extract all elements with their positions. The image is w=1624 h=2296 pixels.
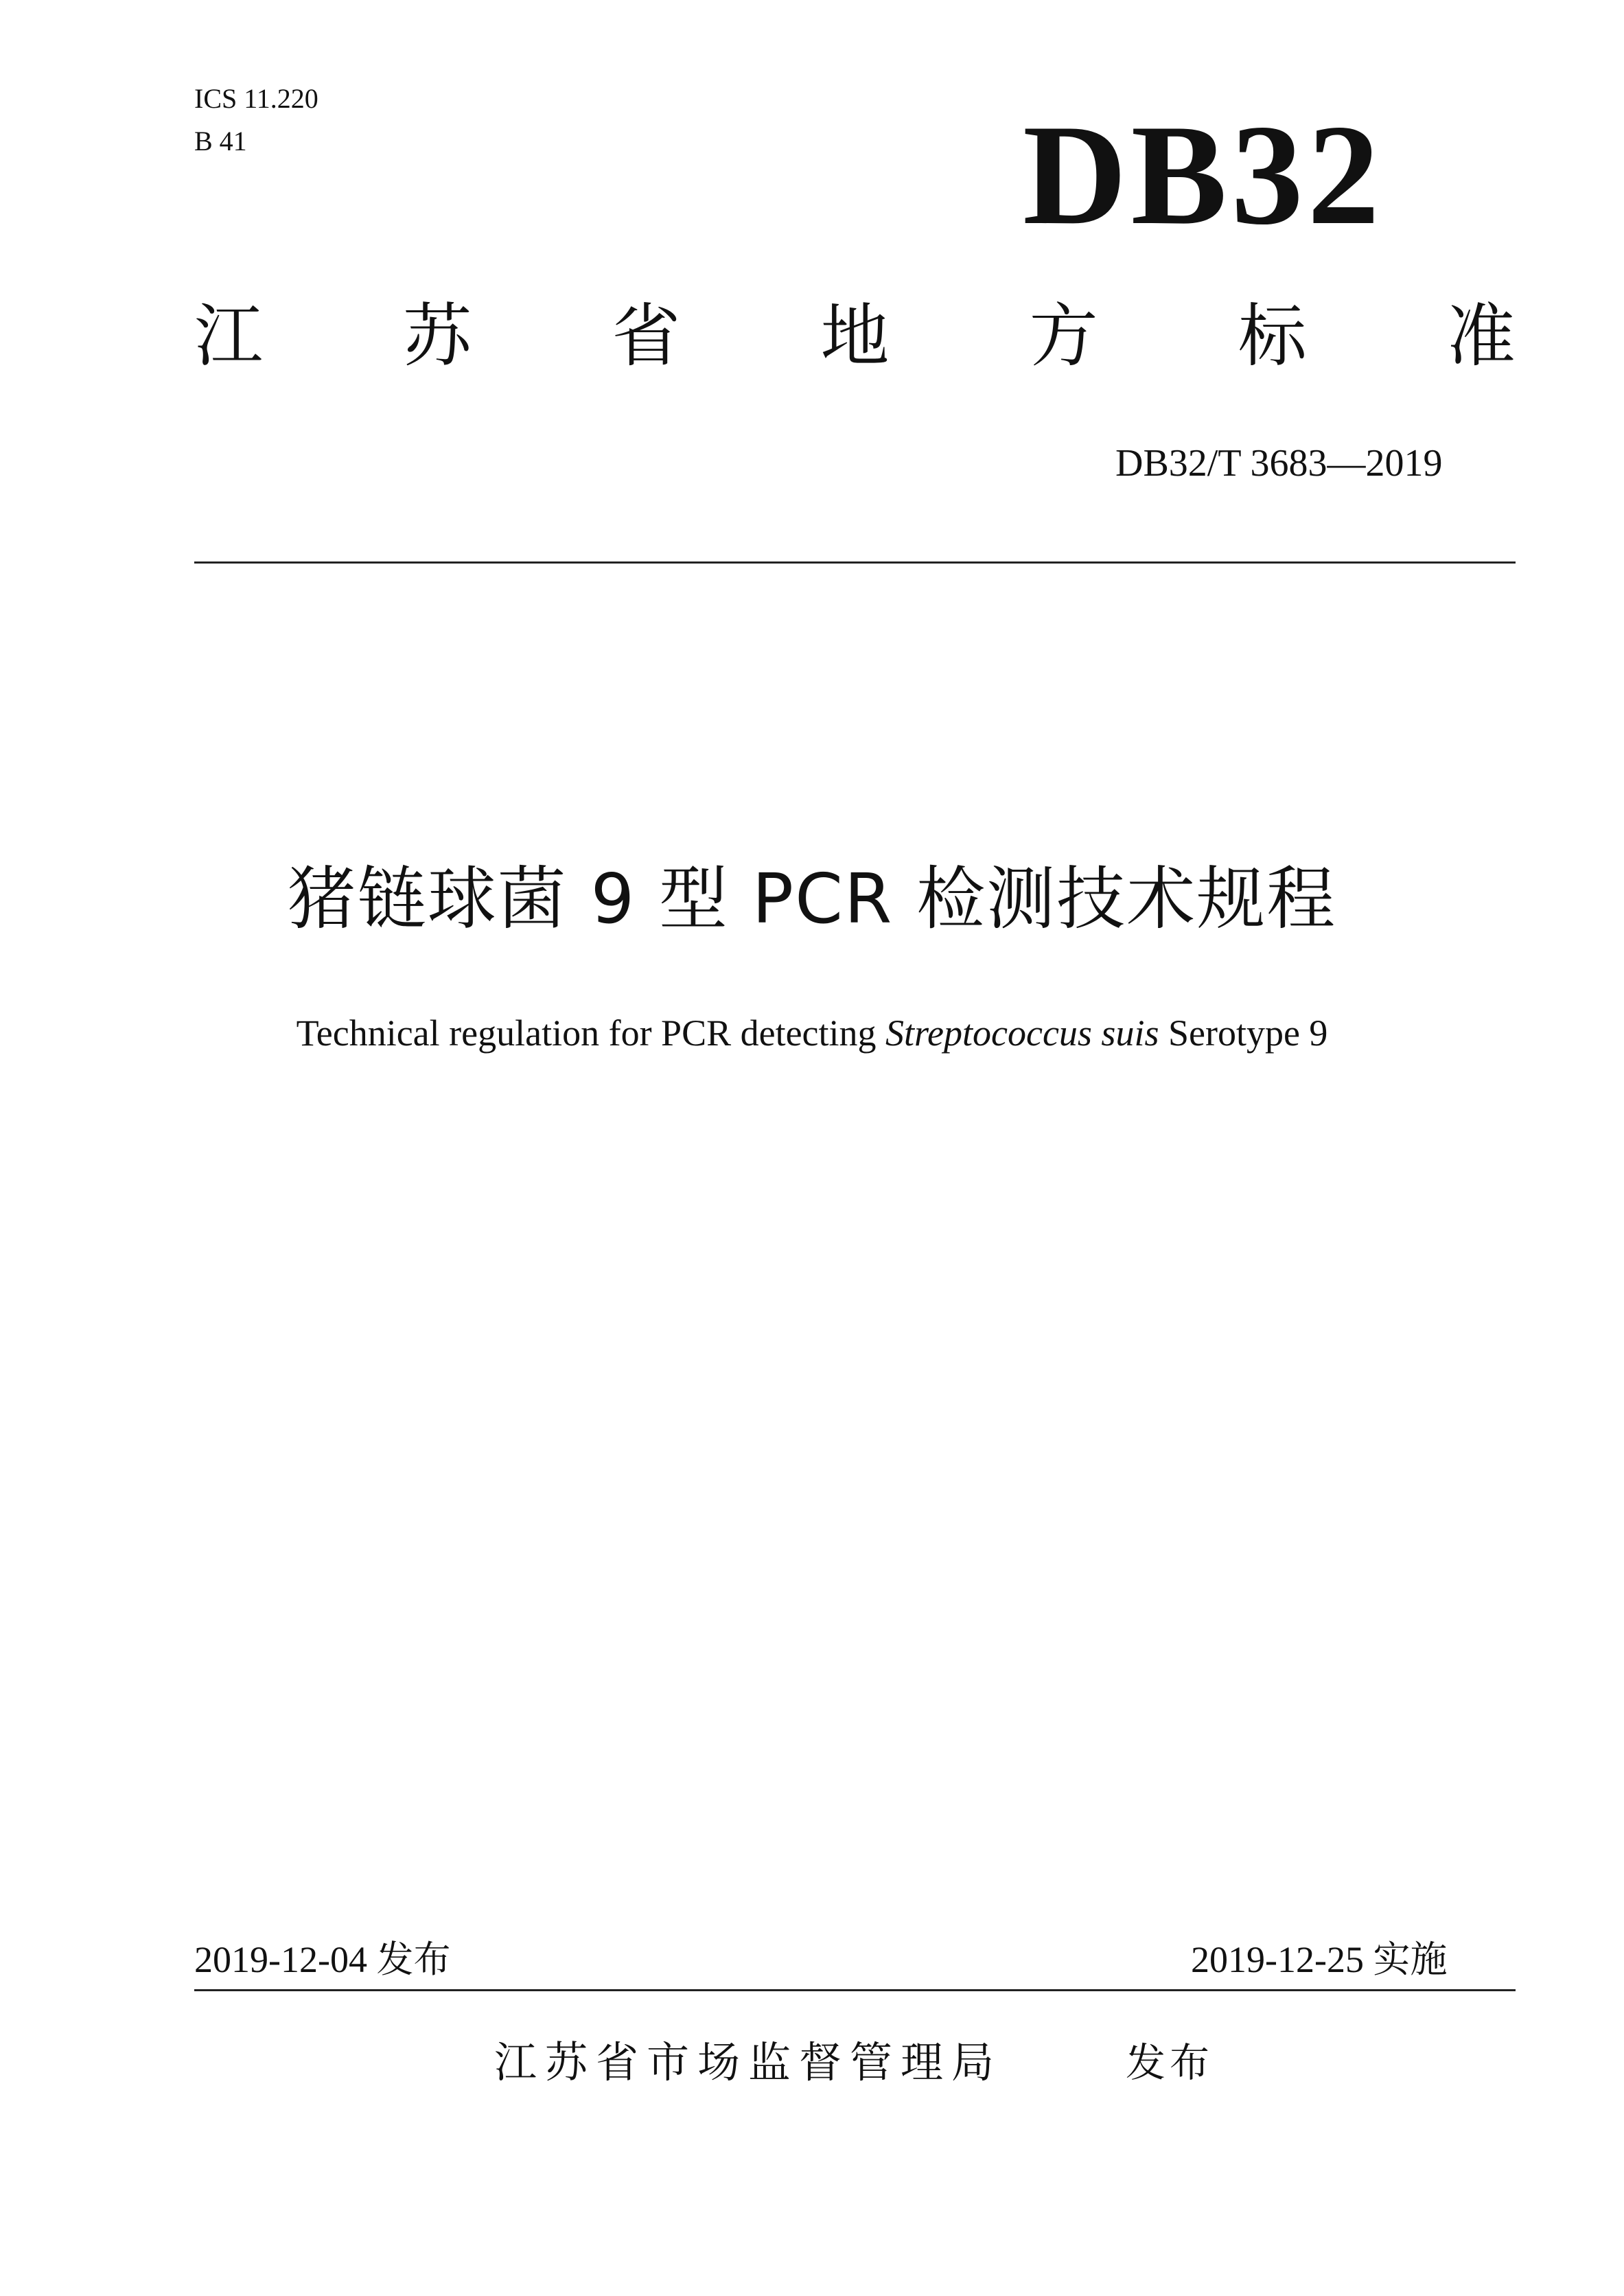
- standard-type-char: 准: [1446, 296, 1516, 376]
- title-english: [0, 1009, 1624, 1057]
- title-english-prefix: Technical regulation for PCR detecting: [296, 1012, 886, 1054]
- standard-type-char: 地: [820, 296, 890, 376]
- ccs-code: B 41: [194, 126, 247, 156]
- standard-type-char: 方: [1029, 296, 1098, 376]
- title-english-species: Streptococcus suis: [885, 1012, 1159, 1054]
- issue-date: 2019-12-04 发布: [194, 1939, 451, 1980]
- top-divider: [194, 561, 1516, 564]
- standard-type-char: 省: [612, 296, 681, 376]
- implementation-date: 2019-12-25 实施: [1191, 1939, 1448, 1980]
- bottom-divider: [194, 1989, 1516, 1991]
- standard-number: DB32/T 3683—2019: [1115, 442, 1443, 485]
- standard-type-heading: [194, 295, 1516, 378]
- title-chinese: 猪链球菌 9 型 PCR 检测技术规程: [287, 859, 1337, 939]
- standard-type-char: 标: [1238, 296, 1307, 376]
- publish-label: 发布: [1126, 2039, 1214, 2086]
- publisher-name: 江苏省市场监督管理局: [494, 2037, 1003, 2087]
- title-english-suffix: Serotype 9: [1159, 1012, 1328, 1054]
- ics-code: ICS 11.220: [194, 83, 318, 114]
- standard-type-char: 江: [194, 296, 263, 376]
- standard-type-char: 苏: [403, 296, 472, 376]
- db-mark: DB32: [1023, 95, 1384, 255]
